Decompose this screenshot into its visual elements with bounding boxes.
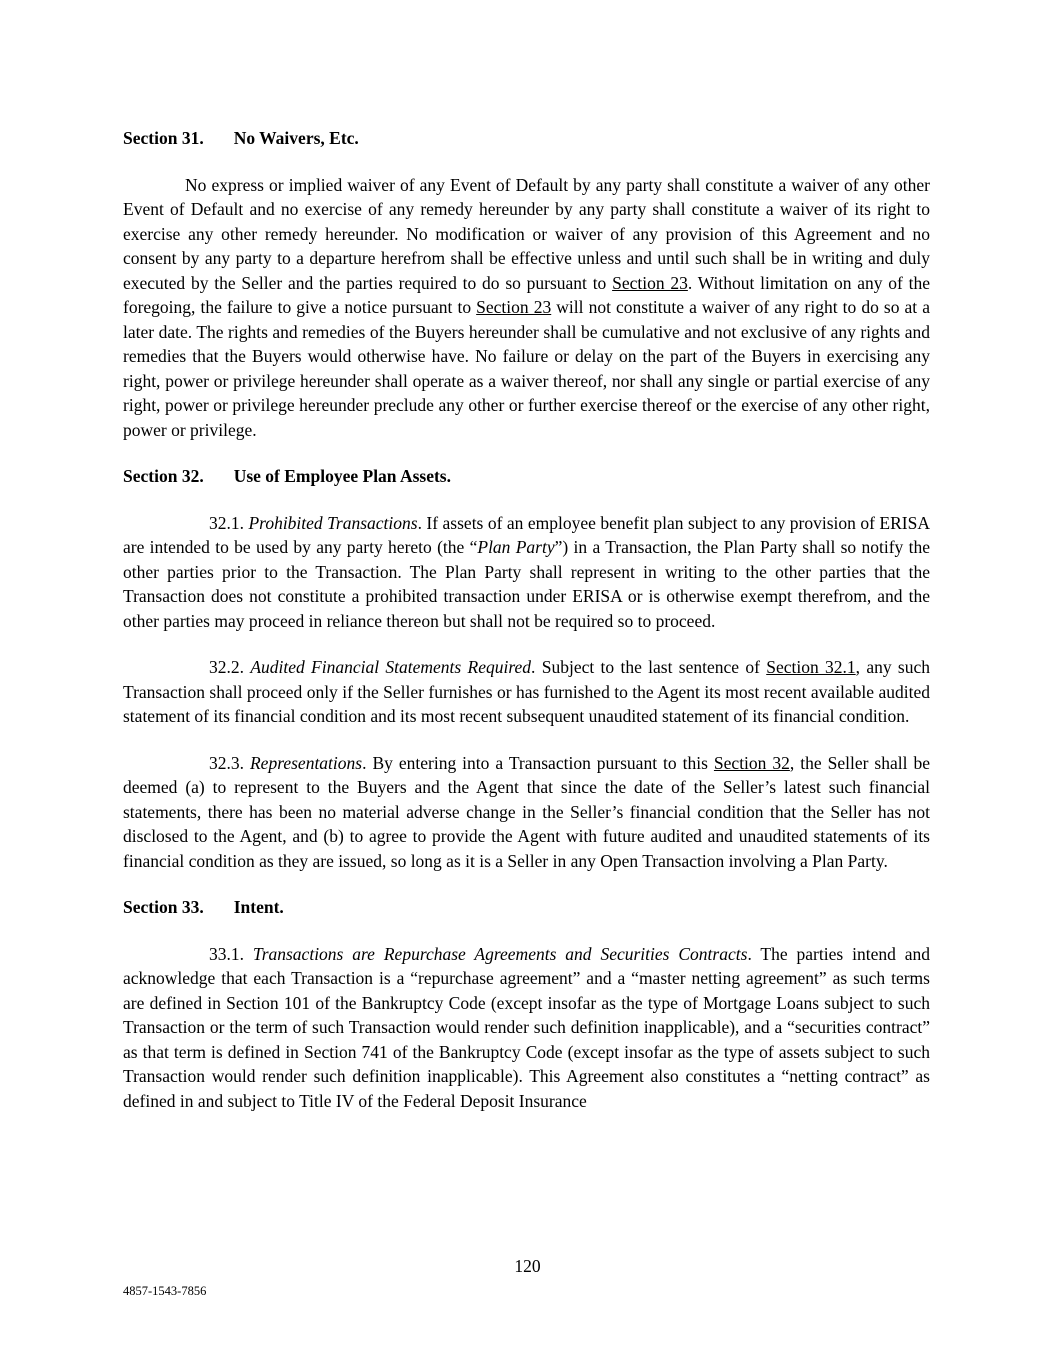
text-run: will not constitute a waiver of any right to do so at a later date. The rights and remedies of the Buyers hereunder shall be cumulative and not exclusive of any rights and remedies that the Buyers would otherwise have. No failure or delay on the part of the Buyers in exercising any right, power or privilege hereunder shall operate as a waiver thereof, nor shall any single or partial exercise of any right, power or privilege hereunder preclude any other or further exercise thereof or the exercise of any other right, power or privilege. (123, 297, 930, 440)
text-run: Section 23 (476, 297, 552, 317)
text-run: . By entering into a Transaction pursuant to this (362, 752, 714, 773)
section-32-heading (123, 464, 930, 489)
page-number: 120 (514, 1256, 541, 1276)
document-content (123, 126, 930, 1113)
text-run: No express or implied waiver of any Event of Default by any party shall constitute a waiver of any other Event of Default and no exercise of any remedy hereunder by any party shall constitute a waiver of its right to exercise any other remedy hereunder. No modification or waiver of any provision of this Agreement and no consent by any party to a departure herefrom shall be effective unless and until such shall be in writing and duly executed by the Seller and the parties required to do so pursuant to (123, 174, 930, 293)
section-32-1-paragraph (123, 511, 930, 634)
text-run: Section 23 (612, 272, 688, 293)
text-run: 32.2. (209, 657, 251, 677)
text-run: , any such Transaction shall proceed only if the Seller furnishes or has furnished to the Agent its most recent available audited statement of its financial condition and its most recent subsequent unaudited statement of its financial condition. (123, 657, 930, 726)
text-run: Prohibited Transactions (248, 512, 418, 533)
text-run: Section 32. (123, 466, 204, 486)
text-run: . Without limitation on any of the foregoing, the failure to give a notice pursuant to (123, 272, 930, 317)
section-33-1-paragraph (123, 942, 930, 1114)
text-run: . If assets of an employee benefit plan subject to any provision of ERISA are intended to be used by any party hereto (the “ (123, 512, 930, 557)
text-run: Section 32 (713, 752, 790, 773)
text-run: . The parties intend and acknowledge that each Transaction is a “repurchase agreement” and a “master netting agreement” as such terms are defined in Section 101 of the Bankruptcy Code (except insofar as the type of Mortgage Loans subject to such Transaction or the term of such Transaction would render such definition inapplicable), and a “securities contract” as that term is defined in Section 741 of the Bankruptcy Code (except insofar as the type of assets subject to such Transaction would render such definition inapplicable). This Agreement also constitutes a “netting contract” as defined in and subject to Title IV of the Federal Deposit Insurance (123, 943, 931, 1111)
text-run: . (354, 128, 359, 148)
text-run: Transactions are Repurchase Agreements and Securities Contracts (252, 943, 748, 964)
text-run: Use of Employee Plan Assets (233, 466, 447, 486)
text-run: Plan Party (477, 537, 555, 557)
section-32-3-paragraph (123, 751, 930, 874)
text-run: Section 32.1 (766, 657, 856, 677)
text-run: No Waivers, Etc (233, 128, 355, 148)
section-31-heading (123, 126, 930, 151)
text-run: ”) in a Transaction, the Plan Party shall so notify the other parties prior to the Transaction. The Plan Party shall represent in writing to the other parties that the Transaction does not constitute a prohibited transaction under ERISA or is otherwise exempt therefrom, and the other parties may proceed in reliance thereon but shall not be required so to proceed. (123, 537, 930, 631)
text-run: . (446, 466, 451, 486)
text-run: Section 31. (123, 128, 204, 148)
text-run: Audited Financial Statements Required (250, 657, 532, 677)
text-run: , the Seller shall be deemed (a) to represent to the Buyers and the Agent that since the date of the Seller’s latest such financial statements, there has been no material adverse change in the Seller’s financial condition that the Seller has not disclosed to the Agent, and (b) to agree to provide the Agent with future audited and unaudited statements of its financial condition as they are issued, so long as it is a Seller in any Open Transaction involving a Plan Party. (123, 752, 930, 871)
document-id-stamp: 4857-1543-7856 (123, 1284, 207, 1298)
text-run: Intent (233, 897, 280, 917)
text-run: 33.1. (209, 943, 253, 964)
section-31-paragraph (123, 173, 930, 443)
text-run: Representations (249, 752, 363, 773)
section-32-2-paragraph (123, 655, 930, 729)
section-33-heading (123, 895, 930, 920)
text-run: 32.1. (209, 512, 249, 533)
text-run: Section 33. (123, 897, 204, 917)
text-run: 32.3. (209, 752, 250, 773)
text-run: . (279, 897, 284, 917)
text-run: . Subject to the last sentence of (531, 657, 767, 677)
